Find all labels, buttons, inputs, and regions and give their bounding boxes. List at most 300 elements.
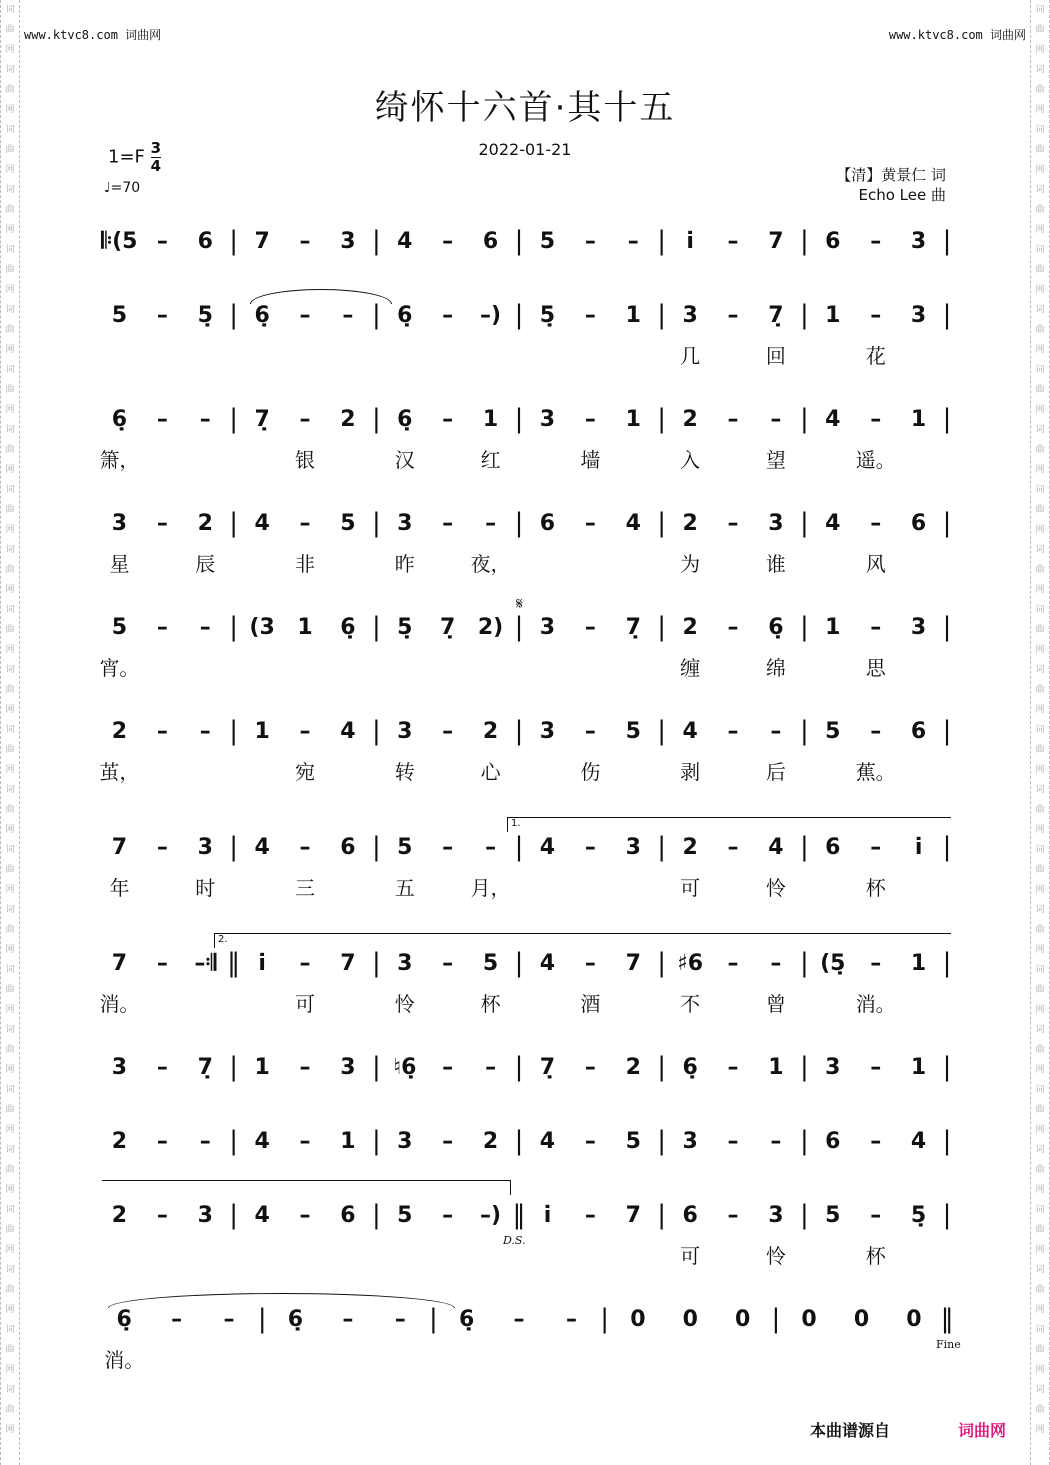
note: – [156, 834, 168, 860]
note: 3 [768, 510, 784, 536]
note: 3 [397, 950, 413, 976]
lyric-syllable [811, 340, 854, 366]
lyric-syllable [241, 340, 284, 366]
note: 3 [397, 718, 413, 744]
note: 4 [539, 834, 556, 860]
note: 5 [397, 1202, 413, 1228]
note: – [299, 1054, 311, 1080]
lyric-syllable: 可 [680, 1244, 701, 1268]
tie-arc [108, 1293, 455, 1308]
barline: | [371, 1126, 381, 1156]
note: – [870, 510, 882, 536]
note: – [342, 302, 354, 328]
lyric-syllable [141, 652, 184, 678]
note: – [156, 614, 168, 640]
lyric-syllable [811, 652, 854, 678]
lyric-syllable [98, 340, 141, 366]
note: – [156, 1054, 168, 1080]
lyric-spacer [655, 340, 669, 366]
note: 3 [197, 834, 213, 860]
barline: | [514, 404, 524, 434]
note: 7 [254, 228, 270, 254]
lyric-syllable [897, 340, 940, 366]
lyric-spacer [769, 1344, 783, 1370]
lyric-spacer [227, 1240, 241, 1266]
note: 5 [625, 718, 641, 744]
note: 4 [825, 510, 841, 536]
lyric-syllable [284, 340, 327, 366]
lyric-syllable: 杯 [865, 1244, 886, 1268]
lyric-spacer [655, 988, 669, 1014]
lyric-syllable [526, 1240, 569, 1266]
note: 4 [397, 228, 413, 254]
note: 6̣ [254, 302, 270, 328]
note: 7̣ [768, 302, 784, 328]
lyric-syllable [897, 548, 940, 574]
note: – [299, 1202, 311, 1228]
note: – [584, 614, 596, 640]
lyric-spacer [940, 652, 954, 678]
note: – [727, 302, 739, 328]
lyric-syllable [811, 548, 854, 574]
lyric-syllable: 蕉。 [855, 760, 896, 784]
lyric-syllable: 望 [765, 448, 786, 472]
note: 3 [340, 228, 356, 254]
barline: | [799, 948, 809, 978]
note: 3 [539, 614, 556, 640]
note: – [584, 228, 596, 254]
note: – [199, 406, 211, 432]
lyric-syllable: 昨 [394, 552, 415, 576]
note: 7 [111, 950, 128, 976]
note: – [584, 718, 596, 744]
note: 6 [482, 228, 499, 254]
barline: | [229, 300, 239, 330]
score-row [98, 716, 954, 782]
lyric-syllable [141, 548, 184, 574]
lyric-syllable [612, 1240, 655, 1266]
lyric-syllable: 伤 [580, 760, 601, 784]
note: 7̣ [440, 614, 456, 640]
note-line [98, 1126, 954, 1156]
lyric-spacer [369, 756, 383, 782]
barline: | [942, 1200, 952, 1230]
lyric-syllable [712, 1240, 755, 1266]
lyric-syllable: 消。 [99, 992, 140, 1016]
barline: | [942, 404, 952, 434]
barline: | [229, 716, 239, 746]
barline: | [657, 508, 667, 538]
lyric-spacer [369, 548, 383, 574]
lyric-syllable: 可 [295, 992, 315, 1016]
note: – [727, 510, 739, 536]
note: 5 [111, 614, 128, 640]
note: 7̣ [539, 1054, 556, 1080]
barline: | [514, 832, 524, 862]
lyric-syllable [569, 340, 612, 366]
lyric-syllable [184, 652, 227, 678]
lyric-syllable: 夜， [470, 552, 511, 576]
lyric-syllable [184, 340, 227, 366]
barline: | [229, 832, 239, 862]
note: – [870, 718, 882, 744]
note: 0 [630, 1306, 646, 1332]
barline: | [657, 226, 667, 256]
note: – [727, 228, 739, 254]
note: – [727, 406, 739, 432]
note: 1 [297, 614, 313, 640]
note: 7̣ [197, 1054, 213, 1080]
note: 6̣ [287, 1306, 304, 1332]
barline: | [657, 612, 667, 642]
note: – [199, 718, 211, 744]
score-row [98, 404, 954, 470]
note: 7̣ [625, 614, 641, 640]
note: 3 [825, 1054, 841, 1080]
note: – [727, 1128, 739, 1154]
note: 6 [197, 228, 213, 254]
note: 3 [539, 406, 556, 432]
note: – [156, 1128, 168, 1154]
note: 4 [254, 1128, 270, 1154]
lyric-spacer [940, 756, 954, 782]
lyric-spacer [940, 444, 954, 470]
note: 1 [910, 950, 927, 976]
score-row [98, 612, 954, 678]
barline: | [257, 1304, 267, 1334]
lyric-syllable [612, 1344, 664, 1370]
lyric-syllable [141, 444, 184, 470]
note: 6 [682, 1202, 698, 1228]
note: 3 [397, 1128, 413, 1154]
note: – [870, 1054, 882, 1080]
lyric-syllable [374, 1344, 426, 1370]
note: 5 [111, 302, 128, 328]
lyric-syllable [241, 548, 284, 574]
note: 4 [910, 1128, 927, 1154]
score-row [98, 300, 954, 366]
right-margin-watermark: 词 曲 网 词 曲 网 词 曲 网 词 曲 网 词 曲 网 词 曲 网 词 曲 网 词 曲 网 词 曲 网 词 曲 网 词 曲 网 词 曲 网 词 曲 网 词 曲 网 词 曲 网 词 曲 网 词 曲 网 词 曲 网 词 曲 网 词 曲 网 词 曲 网 词 曲 网 词 曲 网 词 曲 网 [1030, 0, 1050, 1465]
lyric-syllable [269, 1344, 321, 1370]
lyric-syllable [426, 1240, 469, 1266]
score-row [98, 1304, 954, 1370]
lyric-syllable [184, 1240, 227, 1266]
note: – [770, 1128, 782, 1154]
note: 1 [910, 1054, 927, 1080]
note: 3 [682, 302, 698, 328]
lyric-spacer [940, 1240, 954, 1266]
note: – [299, 510, 311, 536]
barline: | [942, 1126, 952, 1156]
barline: | [514, 612, 524, 642]
note: 2 [482, 1128, 499, 1154]
note: – [156, 406, 168, 432]
note: – [584, 950, 596, 976]
lyric-spacer [369, 652, 383, 678]
note: – [727, 1054, 739, 1080]
lyric-syllable [98, 1240, 141, 1266]
lyric-syllable [569, 872, 612, 898]
barline: | [799, 832, 809, 862]
lyric-syllable [426, 872, 469, 898]
lyric-spacer [655, 756, 669, 782]
lyric-syllable: 回 [765, 344, 786, 368]
barline: | [799, 1200, 809, 1230]
lyric-syllable [469, 340, 512, 366]
volta-second-ending: 2. [214, 933, 951, 948]
note: 6̣ [111, 406, 128, 432]
lyric-line [98, 1240, 954, 1266]
lyric-syllable: 箫， [99, 448, 140, 472]
note: – [156, 228, 168, 254]
lyric-syllable [716, 1344, 768, 1370]
note: 3 [910, 228, 927, 254]
note: 7 [111, 834, 128, 860]
note: 6̣ [116, 1306, 132, 1332]
key-label: 1=F [108, 146, 145, 168]
note: 3 [768, 1202, 784, 1228]
lyric-syllable [141, 872, 184, 898]
lyric-spacer [655, 548, 669, 574]
note: 2 [111, 1202, 128, 1228]
note: – [299, 834, 311, 860]
time-denominator: 4 [150, 157, 162, 175]
note: – [299, 302, 311, 328]
barline: | [942, 300, 952, 330]
barline: | [799, 226, 809, 256]
lyric-line [98, 444, 954, 470]
lyric-syllable [897, 652, 940, 678]
note: 1 [254, 1054, 270, 1080]
lyric-syllable [326, 1240, 369, 1266]
lyric-syllable [326, 872, 369, 898]
lyric-syllable [440, 1344, 492, 1370]
note: 0 [906, 1306, 922, 1332]
note: i̇ [543, 1202, 552, 1228]
lyric-syllable [526, 444, 569, 470]
note: – [394, 1306, 406, 1332]
score-row [98, 1052, 954, 1082]
lyric-spacer [512, 652, 526, 678]
note: 2 [482, 718, 499, 744]
note: – [727, 834, 739, 860]
note: 3 [539, 718, 556, 744]
note: – [156, 510, 168, 536]
lyric-syllable: 可 [680, 876, 701, 900]
lyric-syllable [241, 1240, 284, 1266]
song-title: 绮怀十六首·其十五 [374, 88, 676, 128]
lyric-line [98, 1344, 954, 1370]
lyric-syllable: 宵。 [99, 656, 140, 680]
lyric-syllable: 谁 [765, 552, 786, 576]
note: 2 [682, 510, 698, 536]
barline: | [229, 226, 239, 256]
lyric-spacer [797, 1240, 811, 1266]
note: – [870, 302, 882, 328]
lyric-syllable [141, 1240, 184, 1266]
note: i̇ [258, 950, 266, 976]
note: – [442, 1202, 454, 1228]
lyric-syllable [493, 1344, 545, 1370]
note-line [98, 716, 954, 746]
barline: | [799, 508, 809, 538]
note: – [299, 1128, 311, 1154]
note: 6 [539, 510, 556, 536]
footer-source-text: 本曲谱源自 [810, 1421, 891, 1440]
lyric-syllable: 茧， [99, 760, 140, 784]
lyric-line [98, 548, 954, 574]
footer-site-link[interactable]: 词曲网 [958, 1421, 1007, 1440]
note: 7 [340, 950, 356, 976]
time-numerator: 3 [150, 139, 162, 157]
note: 7̣ [254, 406, 270, 432]
note: 4 [768, 834, 784, 860]
note: 2 [197, 510, 213, 536]
note: – [870, 1202, 882, 1228]
lyric-syllable [897, 1240, 940, 1266]
lyric-syllable: 曾 [765, 992, 786, 1016]
lyric-syllable [569, 1240, 612, 1266]
lyric-syllable [326, 652, 369, 678]
note: 2 [682, 406, 698, 432]
note-line [98, 612, 954, 642]
note: 6̣ [397, 406, 413, 432]
note: – [299, 718, 311, 744]
lyric-syllable [526, 548, 569, 574]
note: 1 [825, 302, 841, 328]
score-row [98, 508, 954, 574]
note: – [442, 834, 454, 860]
note: – [584, 1128, 596, 1154]
score-row [98, 1126, 954, 1156]
score-row [98, 226, 954, 256]
lyric-syllable: 缠 [680, 656, 701, 680]
note: – [156, 302, 168, 328]
lyric-spacer [227, 988, 241, 1014]
note: 1 [254, 718, 270, 744]
lyric-spacer [797, 548, 811, 574]
note: 6 [825, 1128, 841, 1154]
note: – [156, 718, 168, 744]
barline: | [657, 300, 667, 330]
note: – [584, 1054, 596, 1080]
lyric-syllable [184, 988, 227, 1014]
lyric-syllable [612, 444, 655, 470]
barline: | [371, 716, 381, 746]
note: – [584, 406, 596, 432]
note: 6̣ [340, 614, 356, 640]
lyric-spacer [797, 756, 811, 782]
volta-first-ending: 1. [507, 817, 951, 832]
volta-bracket-bar [102, 1180, 511, 1195]
lyric-syllable: 墙 [580, 448, 601, 472]
note: 2 [682, 834, 698, 860]
note: 𝄆(5 [101, 228, 138, 254]
note: – [442, 1128, 454, 1154]
barline: | [514, 508, 524, 538]
lyric-syllable: 辰 [195, 552, 216, 576]
score-row [98, 1200, 954, 1266]
note: ♯6 [677, 950, 704, 976]
note: – [870, 228, 882, 254]
note: 6̣ [768, 614, 784, 640]
note-line [98, 1304, 954, 1334]
note: 0 [735, 1306, 751, 1332]
barline: | [657, 404, 667, 434]
lyric-syllable [241, 872, 284, 898]
barline: | [942, 508, 952, 538]
lyric-syllable [545, 1344, 597, 1370]
note: 0 [853, 1306, 870, 1332]
lyric-syllable [469, 652, 512, 678]
date: 2022-01-21 [478, 140, 572, 159]
note-line [98, 226, 954, 256]
lyric-spacer [655, 872, 669, 898]
lyric-spacer [797, 988, 811, 1014]
note: i̇ [686, 228, 694, 254]
lyric-syllable [897, 756, 940, 782]
note: – [199, 1128, 211, 1154]
lyric-syllable [241, 444, 284, 470]
note: – [199, 614, 211, 640]
note: – [513, 1306, 525, 1332]
fine-mark: Fine [936, 1338, 961, 1351]
lyric-syllable: 消。 [104, 1348, 145, 1372]
note: 5̣ [397, 614, 413, 640]
note: 1 [482, 406, 499, 432]
lyric-syllable: 月， [470, 876, 511, 900]
barline: | [600, 1304, 610, 1334]
lyric-syllable [241, 756, 284, 782]
note: (3 [249, 614, 275, 640]
barline: | [371, 1052, 381, 1082]
lyric-syllable: 五 [394, 876, 415, 900]
lyric-line [98, 652, 954, 678]
lyric-syllable [150, 1344, 202, 1370]
lyric-syllable: 转 [394, 760, 415, 784]
lyric-syllable: 心 [480, 760, 501, 784]
lyric-syllable: 花 [865, 344, 886, 368]
lyric-syllable [712, 988, 755, 1014]
note: 5 [340, 510, 356, 536]
barline: | [657, 716, 667, 746]
header-url-left: www.ktvc8.com 词曲网 [24, 28, 162, 42]
barline: | [514, 716, 524, 746]
lyric-syllable [383, 340, 426, 366]
barline: | [657, 1052, 667, 1082]
note: 6 [340, 1202, 356, 1228]
lyric-spacer [512, 340, 526, 366]
note: 2 [111, 718, 128, 744]
lyric-syllable [811, 1240, 854, 1266]
lyric-syllable [241, 988, 284, 1014]
note: 2 [111, 1128, 128, 1154]
note: – [442, 950, 454, 976]
lyric-spacer [940, 988, 954, 1014]
lyric-spacer [940, 872, 954, 898]
note: – [442, 406, 454, 432]
lyricist-credit: 【清】黄景仁 词 [836, 166, 946, 184]
note: 4 [254, 834, 270, 860]
lyric-line [98, 340, 954, 366]
lyric-syllable: 怜 [394, 992, 415, 1016]
lyric-syllable [526, 756, 569, 782]
barline: | [657, 1126, 667, 1156]
lyric-syllable [426, 340, 469, 366]
note: ♮6̣ [393, 1054, 417, 1080]
barline: | [229, 404, 239, 434]
note: 4 [340, 718, 356, 744]
